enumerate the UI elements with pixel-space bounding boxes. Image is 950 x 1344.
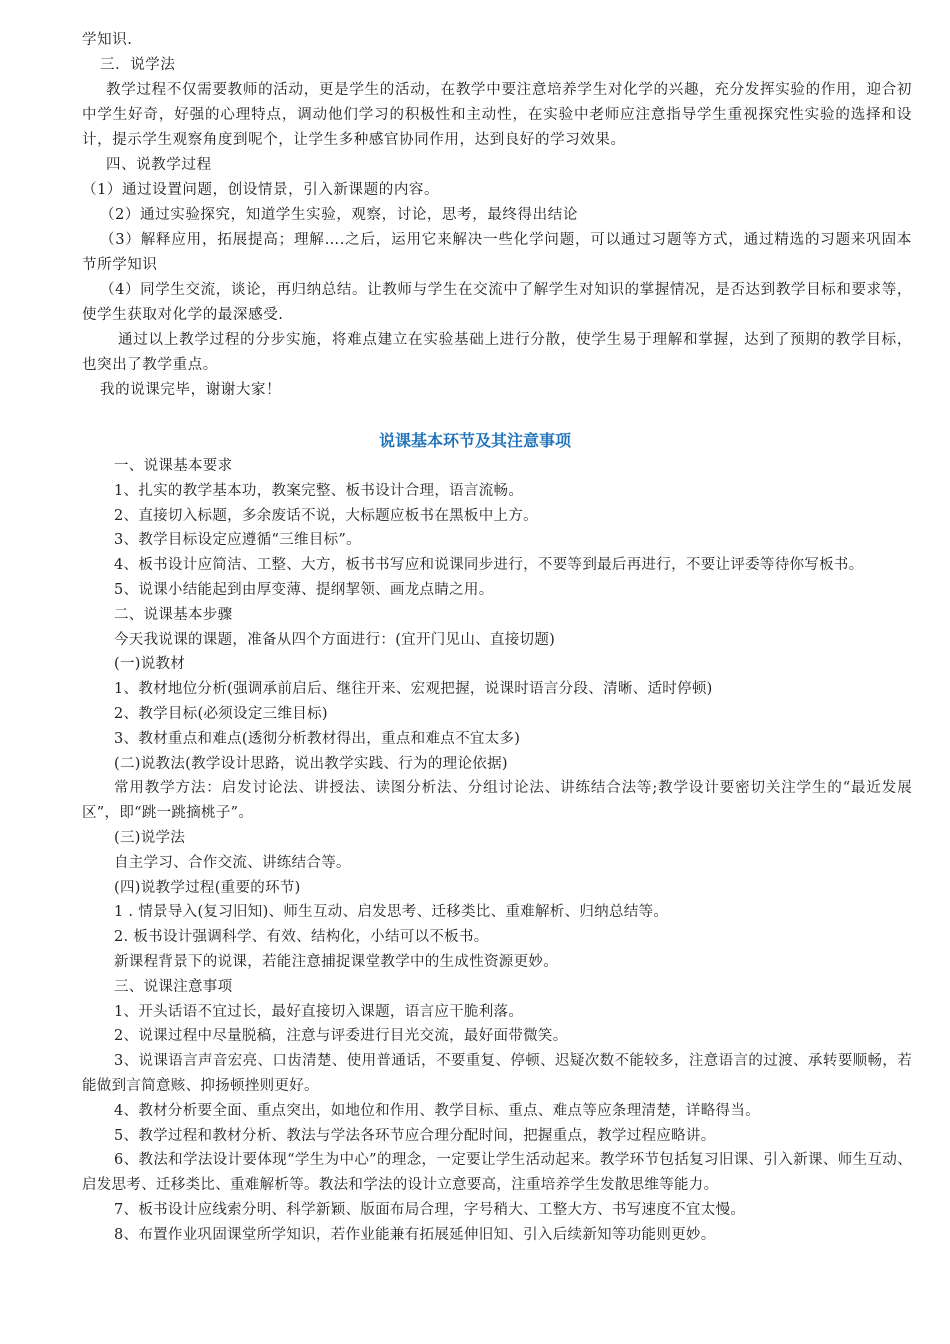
paragraph: (三)说学法 bbox=[114, 829, 186, 846]
paragraph: 学知识. bbox=[82, 32, 133, 48]
paragraph: 教学过程不仅需要教师的活动，更是学生的活动，在教学中要注意培养学生对化学的兴趣，充分发挥实验的作用，迎合初中学生好奇，好强的心理特点，调动他们学习的积极性和主动性，在实验中老师应注意指导学生重视探究性实验的选择和设计，提示学生观察角度到呢个，让学生多种感官协同作用，达到良好的学习效果。 bbox=[82, 82, 912, 148]
paragraph: 2、说课过程中尽量脱稿，注意与评委进行目光交流，最好面带微笑。 bbox=[114, 1028, 568, 1045]
paragraph: (一)说教材 bbox=[114, 656, 186, 673]
paragraph: (二)说教法(教学设计思路，说出教学实践、行为的理论依据) bbox=[114, 755, 508, 772]
lecture-method-section bbox=[82, 28, 912, 403]
paragraph: （2）通过实验探究，知道学生实验，观察，讨论，思考，最终得出结论 bbox=[100, 207, 578, 223]
paragraph: （3）解释应用，拓展提高；理解….之后，运用它来解决一些化学问题，可以通过习题等方式，通过精选的习题来巩固本节所学知识 bbox=[82, 232, 912, 273]
paragraph: 2、教学目标(必须设定三维目标) bbox=[114, 705, 328, 722]
paragraph: 常用教学方法：启发讨论法、讲授法、读图分析法、分组讨论法、讲练结合法等;教学设计要密切关注学生的“最近发展区”，即“跳一跳摘桃子”。 bbox=[82, 780, 912, 822]
paragraph: 3、教材重点和难点(透彻分析教材得出，重点和难点不宜太多) bbox=[114, 730, 521, 747]
paragraph: 我的说课完毕，谢谢大家！ bbox=[100, 382, 282, 398]
paragraph: 3、说课语言声音宏亮、口齿清楚、使用普通话，不要重复、停顿、迟疑次数不能较多，注意语言的过渡、承转要顺畅，若能做到言简意赅、抑扬顿挫则更好。 bbox=[82, 1053, 912, 1094]
paragraph: （1）通过设置问题，创设情景，引入新课题的内容。 bbox=[82, 182, 440, 198]
paragraph: 1 . 情景导入(复习旧知)、师生互动、启发思考、迁移类比、重难解析、归纳总结等。 bbox=[114, 904, 669, 921]
paragraph: 自主学习、合作交流、讲练结合等。 bbox=[114, 854, 351, 871]
paragraph: 1、教材地位分析(强调承前启后、继往开来、宏观把握，说课时语言分段、清晰、适时停顿) bbox=[114, 681, 713, 698]
paragraph: 5、说课小结能起到由厚变薄、提纲挈领、画龙点睛之用。 bbox=[114, 581, 494, 598]
paragraph: 2、直接切入标题，多余废话不说，大标题应板书在黑板中上方。 bbox=[114, 507, 538, 524]
paragraph: 四、说教学过程 bbox=[106, 157, 212, 173]
paragraph: 4、教材分析要全面、重点突出，如地位和作用、教学目标、重点、难点等应条理清楚，详略得当。 bbox=[114, 1102, 760, 1119]
paragraph: 三、说课注意事项 bbox=[114, 978, 233, 995]
lecture-guidelines-section bbox=[82, 454, 912, 1248]
paragraph: 2. 板书设计强调科学、有效、结构化，小结可以不板书。 bbox=[114, 929, 489, 946]
paragraph: 4、板书设计应简洁、工整、大方，板书书写应和说课同步进行，不要等到最后再进行，不要让评委等待你写板书。 bbox=[114, 557, 864, 574]
paragraph: 二、说课基本步骤 bbox=[114, 606, 233, 623]
paragraph: 6、教法和学法设计要体现“学生为中心”的理念，一定要让学生活动起来。教学环节包括复习旧课、引入新课、师生互动、启发思考、迁移类比、重难解析等。教法和学法的设计立意要高，注重培养学生发散思维等能力。 bbox=[82, 1152, 912, 1194]
paragraph: 一、说课基本要求 bbox=[114, 458, 233, 474]
paragraph: (四)说教学过程(重要的环节) bbox=[114, 879, 301, 896]
section-title: 说课基本环节及其注意事项 bbox=[378, 431, 571, 450]
paragraph: 通过以上教学过程的分步实施，将难点建立在实验基础上进行分散，使学生易于理解和掌握，达到了预期的教学目标，也突出了教学重点。 bbox=[82, 332, 912, 373]
paragraph: 三．说学法 bbox=[100, 57, 176, 73]
paragraph: 7、板书设计应线索分明、科学新颖、版面布局合理，字号稍大、工整大方、书写速度不宜太慢。 bbox=[114, 1201, 746, 1218]
paragraph: 1、扎实的教学基本功，教案完整、板书设计合理，语言流畅。 bbox=[114, 482, 524, 499]
paragraph: 今天我说课的课题，准备从四个方面进行：(宜开门见山、直接切题) bbox=[114, 631, 556, 648]
paragraph: 1、开头话语不宜过长，最好直接切入课题，语言应干脆利落。 bbox=[114, 1003, 524, 1020]
paragraph: 5、教学过程和教材分析、教法与学法各环节应合理分配时间，把握重点，教学过程应略讲。 bbox=[114, 1127, 716, 1144]
paragraph: （4）同学生交流，谈论，再归纳总结。让教师与学生在交流中了解学生对知识的掌握情况，是否达到教学目标和要求等，使学生获取对化学的最深感受. bbox=[82, 282, 912, 323]
paragraph: 3、教学目标设定应遵循“三维目标”。 bbox=[114, 532, 361, 549]
paragraph: 新课程背景下的说课，若能注意捕捉课堂教学中的生成性资源更妙。 bbox=[114, 953, 558, 970]
paragraph: 8、布置作业巩固课堂所学知识，若作业能兼有拓展延伸旧知、引入后续新知等功能则更妙。 bbox=[114, 1226, 716, 1243]
